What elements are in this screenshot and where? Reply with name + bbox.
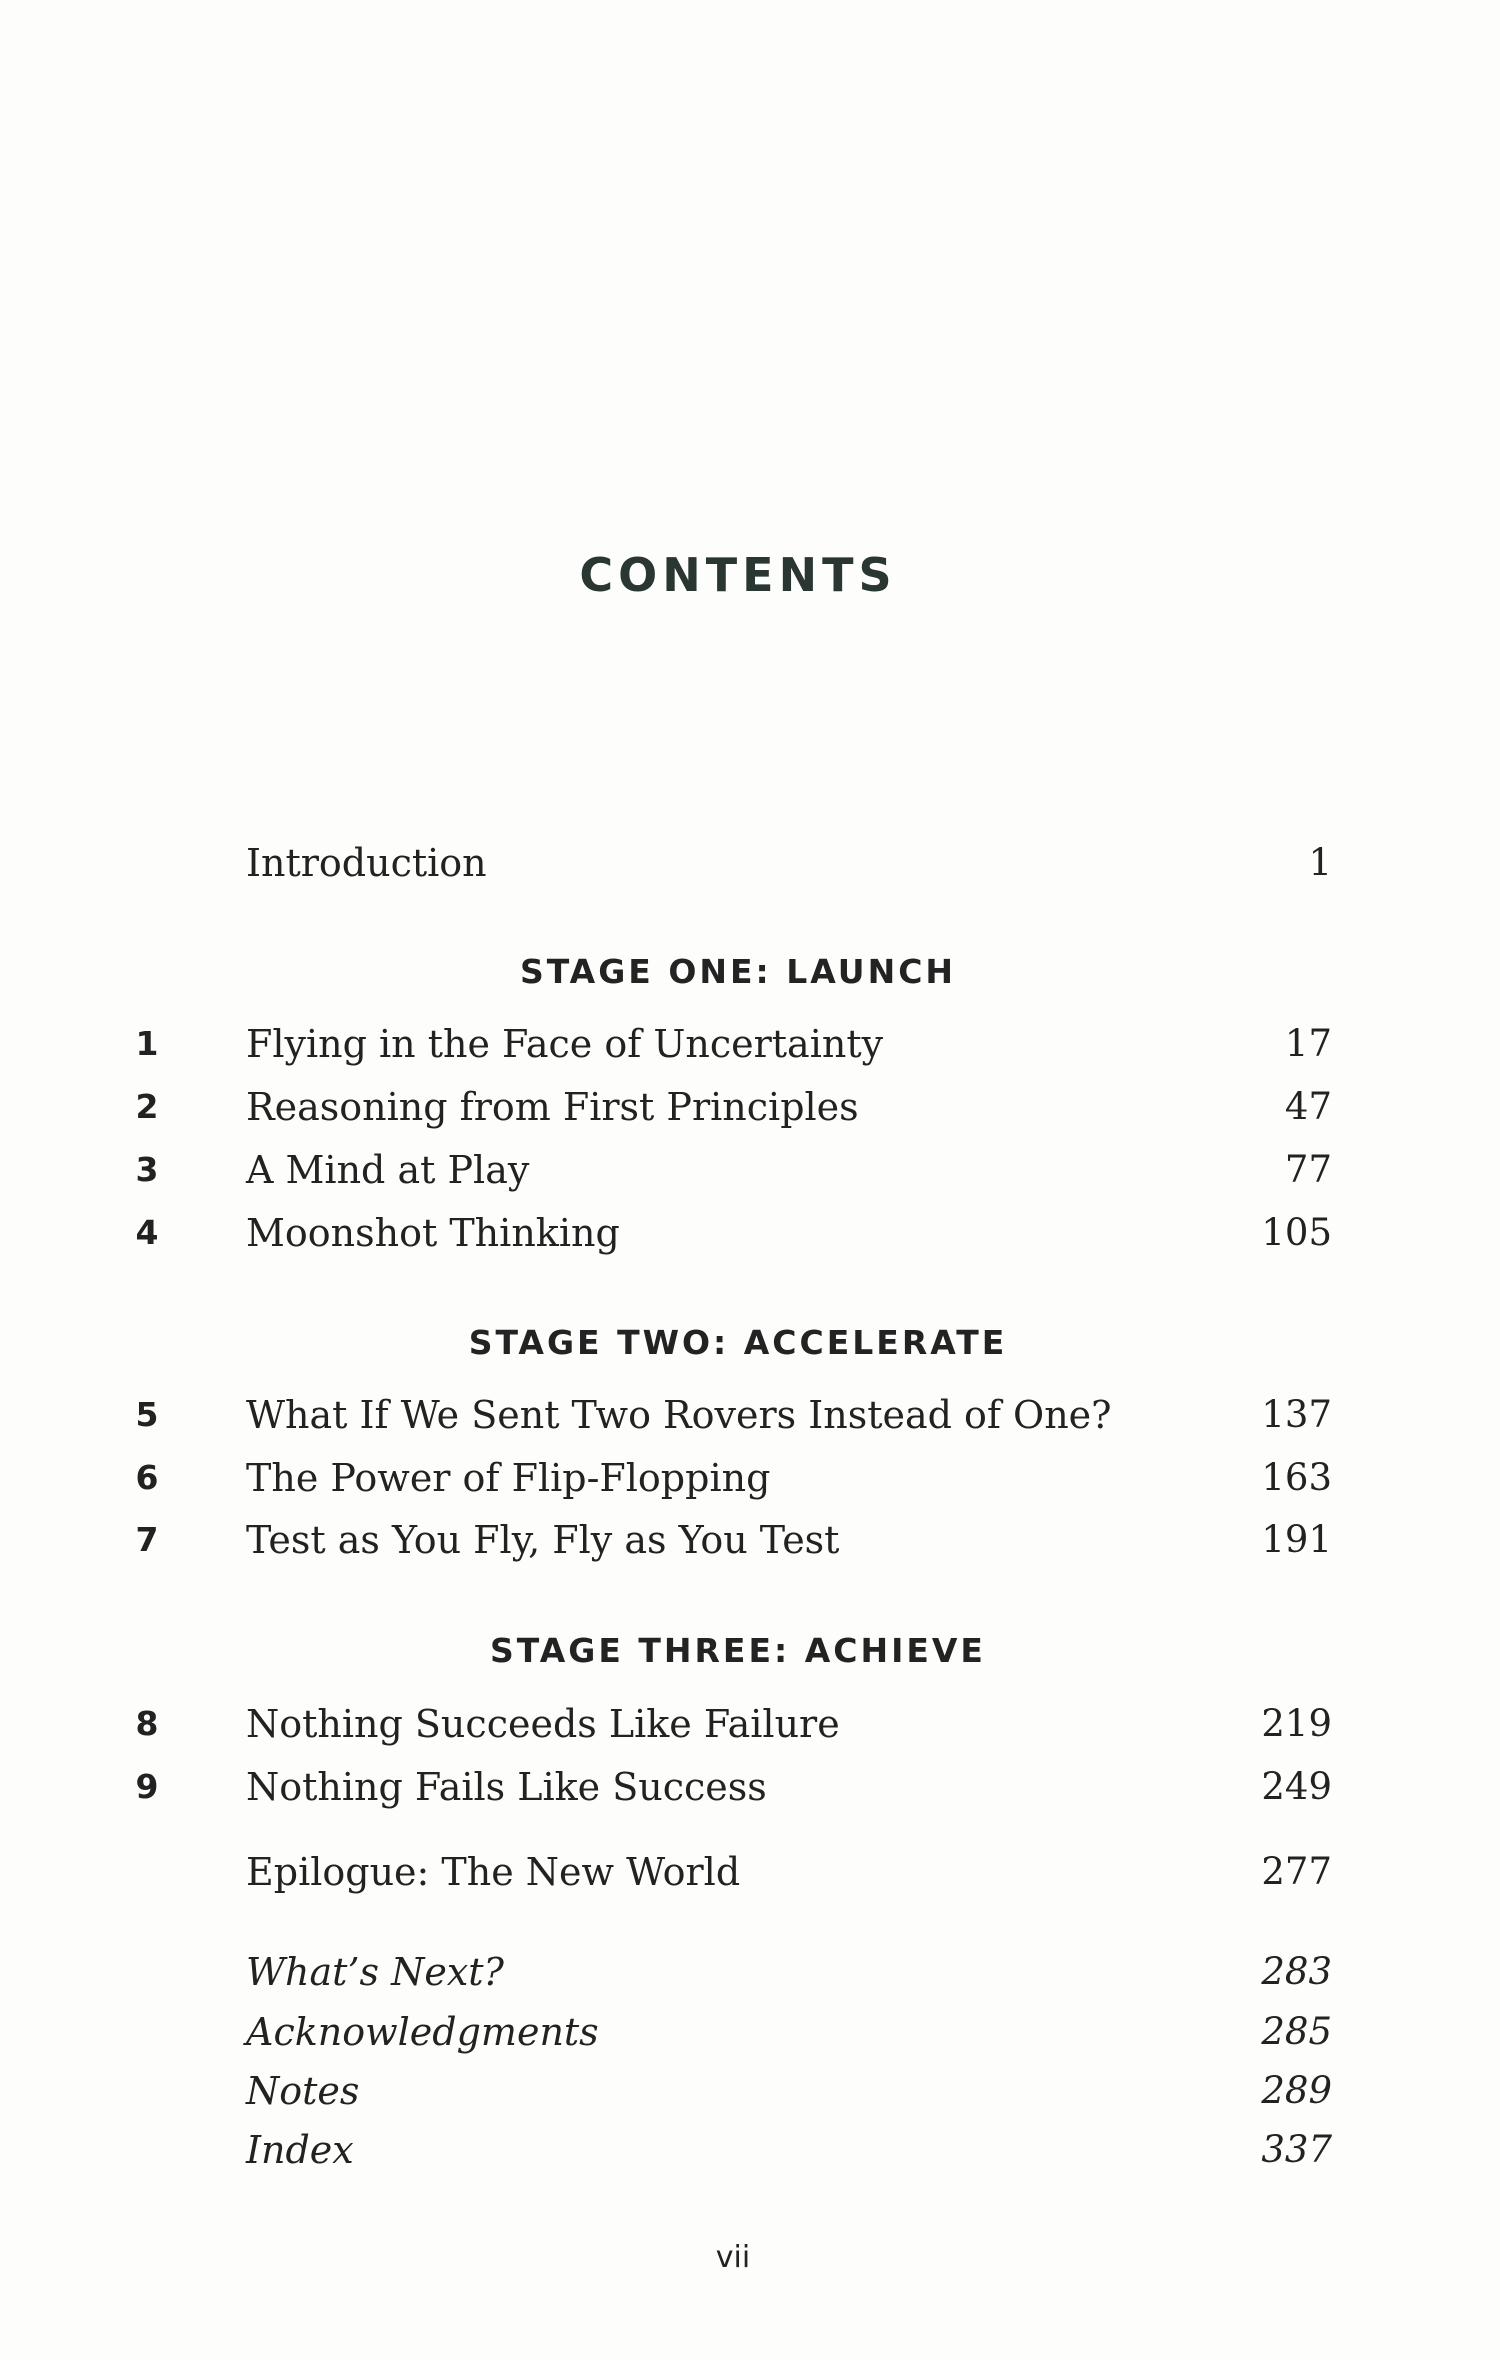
toc-entry-page: 105	[1261, 1211, 1332, 1254]
toc-entry-label: Flying in the Face of Uncertainty	[246, 1022, 884, 1066]
toc-entry-page: 163	[1261, 1456, 1332, 1499]
toc-entry-page: 283	[1261, 1950, 1332, 1993]
stage-heading-one: STAGE ONE: LAUNCH	[519, 952, 957, 991]
toc-entry-chapter-9	[0, 1757, 1500, 1817]
stage-heading-three: STAGE THREE: ACHIEVE	[490, 1631, 986, 1670]
toc-entry-page: 285	[1261, 2010, 1332, 2053]
toc-entry-label: Nothing Succeeds Like Failure	[246, 1702, 840, 1746]
toc-entry-chapter-2	[0, 1077, 1500, 1137]
chapter-number: 3	[135, 1150, 159, 1189]
toc-entry-page: 219	[1261, 1702, 1332, 1745]
toc-entry-page: 77	[1284, 1148, 1332, 1191]
chapter-number: 6	[135, 1458, 159, 1497]
chapter-number: 7	[135, 1520, 159, 1559]
toc-entry-label: Test as You Fly, Fly as You Test	[246, 1518, 840, 1562]
toc-entry-epilogue	[0, 1842, 1500, 1902]
chapter-number: 5	[135, 1395, 159, 1434]
toc-entry-label: Notes	[246, 2069, 360, 2113]
toc-entry-page: 17	[1284, 1022, 1332, 1065]
toc-entry-label: What If We Sent Two Rovers Instead of One?	[246, 1393, 1112, 1437]
toc-entry-page: 277	[1261, 1850, 1332, 1893]
toc-entry-page: 1	[1308, 841, 1332, 884]
toc-entry-chapter-8	[0, 1694, 1500, 1754]
toc-entry-acknowledgments	[0, 2002, 1500, 2062]
toc-entry-chapter-7	[0, 1510, 1500, 1570]
toc-entry-label: Moonshot Thinking	[246, 1211, 620, 1255]
toc-entry-page: 337	[1261, 2128, 1332, 2171]
toc-entry-page: 137	[1261, 1393, 1332, 1436]
toc-entry-label: A Mind at Play	[246, 1148, 530, 1192]
toc-entry-label: What’s Next?	[246, 1950, 504, 1994]
toc-entry-label: Introduction	[246, 841, 487, 885]
toc-entry-chapter-3	[0, 1140, 1500, 1200]
toc-entry-page: 191	[1261, 1518, 1332, 1561]
toc-entry-label: Acknowledgments	[246, 2010, 599, 2054]
toc-entry-introduction	[0, 833, 1500, 893]
toc-entry-page: 47	[1284, 1085, 1332, 1128]
chapter-number: 4	[135, 1213, 159, 1252]
toc-entry-chapter-4	[0, 1203, 1500, 1263]
toc-entry-label: Index	[246, 2128, 354, 2172]
toc-entry-whats-next	[0, 1942, 1500, 2002]
toc-entry-page: 249	[1261, 1765, 1332, 1808]
toc-entry-index	[0, 2120, 1500, 2180]
stage-heading-two: STAGE TWO: ACCELERATE	[468, 1323, 1008, 1362]
page-title: CONTENTS	[579, 548, 897, 602]
toc-entry-label: The Power of Flip-Flopping	[246, 1456, 771, 1500]
chapter-number: 2	[135, 1087, 159, 1126]
toc-entry-chapter-5	[0, 1385, 1500, 1445]
toc-entry-page: 289	[1261, 2069, 1332, 2112]
toc-entry-chapter-1	[0, 1014, 1500, 1074]
toc-entry-chapter-6	[0, 1448, 1500, 1508]
chapter-number: 1	[135, 1024, 159, 1063]
toc-entry-label: Reasoning from First Principles	[246, 1085, 859, 1129]
toc-entry-label: Epilogue: The New World	[246, 1850, 741, 1894]
toc-entry-label: Nothing Fails Like Success	[246, 1765, 767, 1809]
toc-entry-notes	[0, 2061, 1500, 2121]
chapter-number: 8	[135, 1704, 159, 1743]
chapter-number: 9	[135, 1767, 159, 1806]
page-number-folio: vii	[715, 2240, 751, 2275]
